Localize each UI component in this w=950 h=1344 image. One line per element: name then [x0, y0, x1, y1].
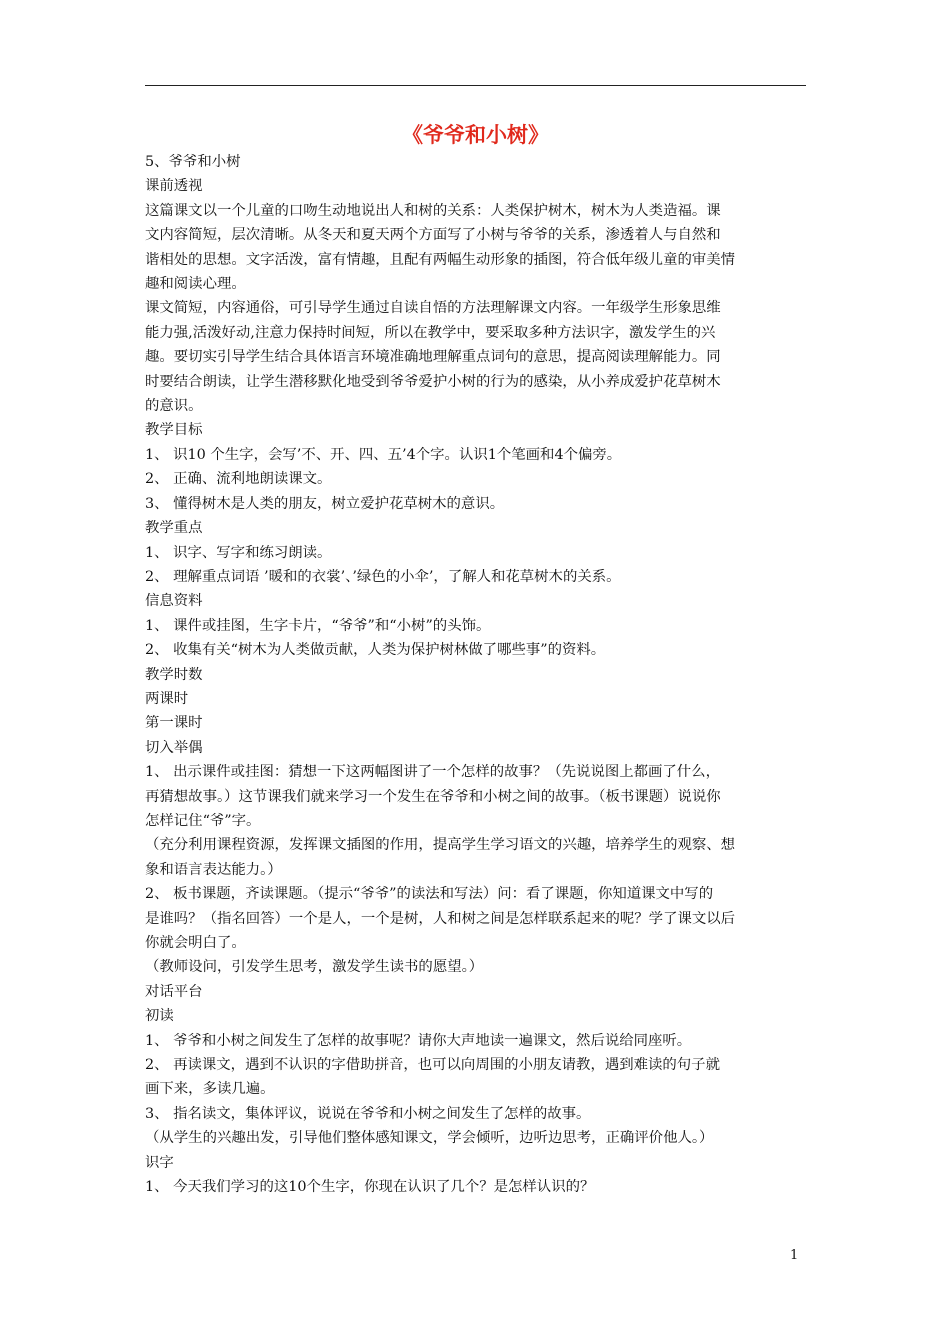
text-line: 2、 收集有关“树木为人类做贡献，人类为保护树林做了哪些事”的资料。 — [145, 642, 606, 659]
text-line: （教师设问，引发学生思考，激发学生读书的愿望。） — [145, 959, 484, 976]
text-line: 1、 爷爷和小树之间发生了怎样的故事呢？请你大声地读一遍课文，然后说给同座听。 — [145, 1032, 692, 1049]
text-line: 教学目标 — [145, 422, 203, 439]
page-number: 1 — [790, 1248, 799, 1263]
text-line: 5、爷爷和小树 — [145, 154, 241, 170]
text-line: 3、 懂得树木是人类的朋友，树立爱护花草树木的意识。 — [145, 495, 505, 512]
text-line: 1、 今天我们学习的这10个生字，你现在认识了几个？是怎样认识的？ — [145, 1179, 595, 1196]
text-line: （充分利用课程资源，发挥课文插图的作用，提高学生学习语文的兴趣，培养学生的观察、想 — [145, 837, 736, 854]
text-line: 再猜想故事。）这节课我们就来学习一个发生在爷爷和小树之间的故事。（板书课题）说说你 — [145, 788, 721, 805]
text-line: 第一课时 — [145, 715, 203, 732]
text-line: 两课时 — [145, 690, 189, 707]
text-line: 2、 理解重点词语 ’暖和的衣裳’、’绿色的小伞’，了解人和花草树木的关系。 — [145, 568, 621, 585]
text-line: 2、 板书课题，齐读课题。（提示“爷爷”的读法和写法）问：看了课题，你知道课文中写的 — [145, 886, 714, 903]
text-line: 文内容简短，层次清晰。从冬天和夏天两个方面写了小树与爷爷的关系，渗透着人与自然和 — [145, 227, 721, 244]
text-line: 谐相处的思想。文字活泼，富有情趣，且配有两幅生动形象的插图，符合低年级儿童的审美情 — [145, 251, 736, 268]
header-rule — [145, 85, 806, 86]
text-line: 初读 — [145, 1008, 174, 1025]
text-line: 对话平台 — [145, 983, 203, 1000]
text-line: 时要结合朗读，让学生潜移默化地受到爷爷爱护小树的行为的感染，从小养成爱护花草树木 — [145, 373, 721, 390]
text-line: 1、 识字、写字和练习朗读。 — [145, 544, 332, 561]
text-line: 的意识。 — [145, 398, 203, 415]
text-line: 课前透视 — [145, 178, 203, 195]
text-line: 2、 再读课文，遇到不认识的字借助拼音，也可以向周围的小朋友请教，遇到难读的句子就 — [145, 1057, 720, 1074]
text-line: 这篇课文以一个儿童的口吻生动地说出人和树的关系：人类保护树木，树木为人类造福。课 — [145, 202, 721, 219]
document-title: 《爷爷和小树》 — [402, 122, 549, 147]
text-line: （从学生的兴趣出发，引导他们整体感知课文，学会倾听，边听边思考，正确评价他人。） — [145, 1130, 714, 1147]
text-line: 趣。要切实引导学生结合具体语言环境准确地理解重点词句的意思，提高阅读理解能力。同 — [145, 349, 721, 366]
text-line: 1、 课件或挂图，生字卡片，“爷爷”和“小树”的头饰。 — [145, 617, 491, 634]
text-line: 2、 正确、流利地朗读课文。 — [145, 471, 332, 488]
text-line: 怎样记住“爷”字。 — [145, 812, 261, 829]
text-line: 信息资料 — [145, 593, 203, 610]
text-line: 教学时数 — [145, 666, 203, 683]
text-line: 能力强,活泼好动,注意力保持时间短，所以在教学中，要采取多种方法识字，激发学生的兴 — [145, 324, 716, 341]
text-line: 1、 识10 个生字，会写’不、开、四、五’4个字。认识1个笔画和4个偏旁。 — [145, 446, 622, 463]
text-line: 识字 — [145, 1154, 174, 1171]
text-line: 切入举偶 — [145, 739, 203, 756]
document-body — [145, 150, 808, 1199]
text-line: 3、 指名读文，集体评议，说说在爷爷和小树之间发生了怎样的故事。 — [145, 1105, 591, 1122]
text-line: 你就会明白了。 — [145, 935, 246, 951]
text-line: 画下来，多读几遍。 — [145, 1081, 275, 1098]
text-line: 课文简短，内容通俗，可引导学生通过自读自悟的方法理解课文内容。一年级学生形象思维 — [145, 300, 721, 317]
text-line: 趣和阅读心理。 — [145, 276, 246, 293]
text-line: 象和语言表达能力。） — [145, 861, 282, 878]
text-line: 教学重点 — [145, 520, 203, 537]
text-line: 是谁吗？（指名回答）一个是人，一个是树，人和树之间是怎样联系起来的呢？学了课文以后 — [145, 910, 736, 927]
text-line: 1、 出示课件或挂图：猜想一下这两幅图讲了一个怎样的故事？（先说说图上都画了什么， — [145, 764, 720, 781]
